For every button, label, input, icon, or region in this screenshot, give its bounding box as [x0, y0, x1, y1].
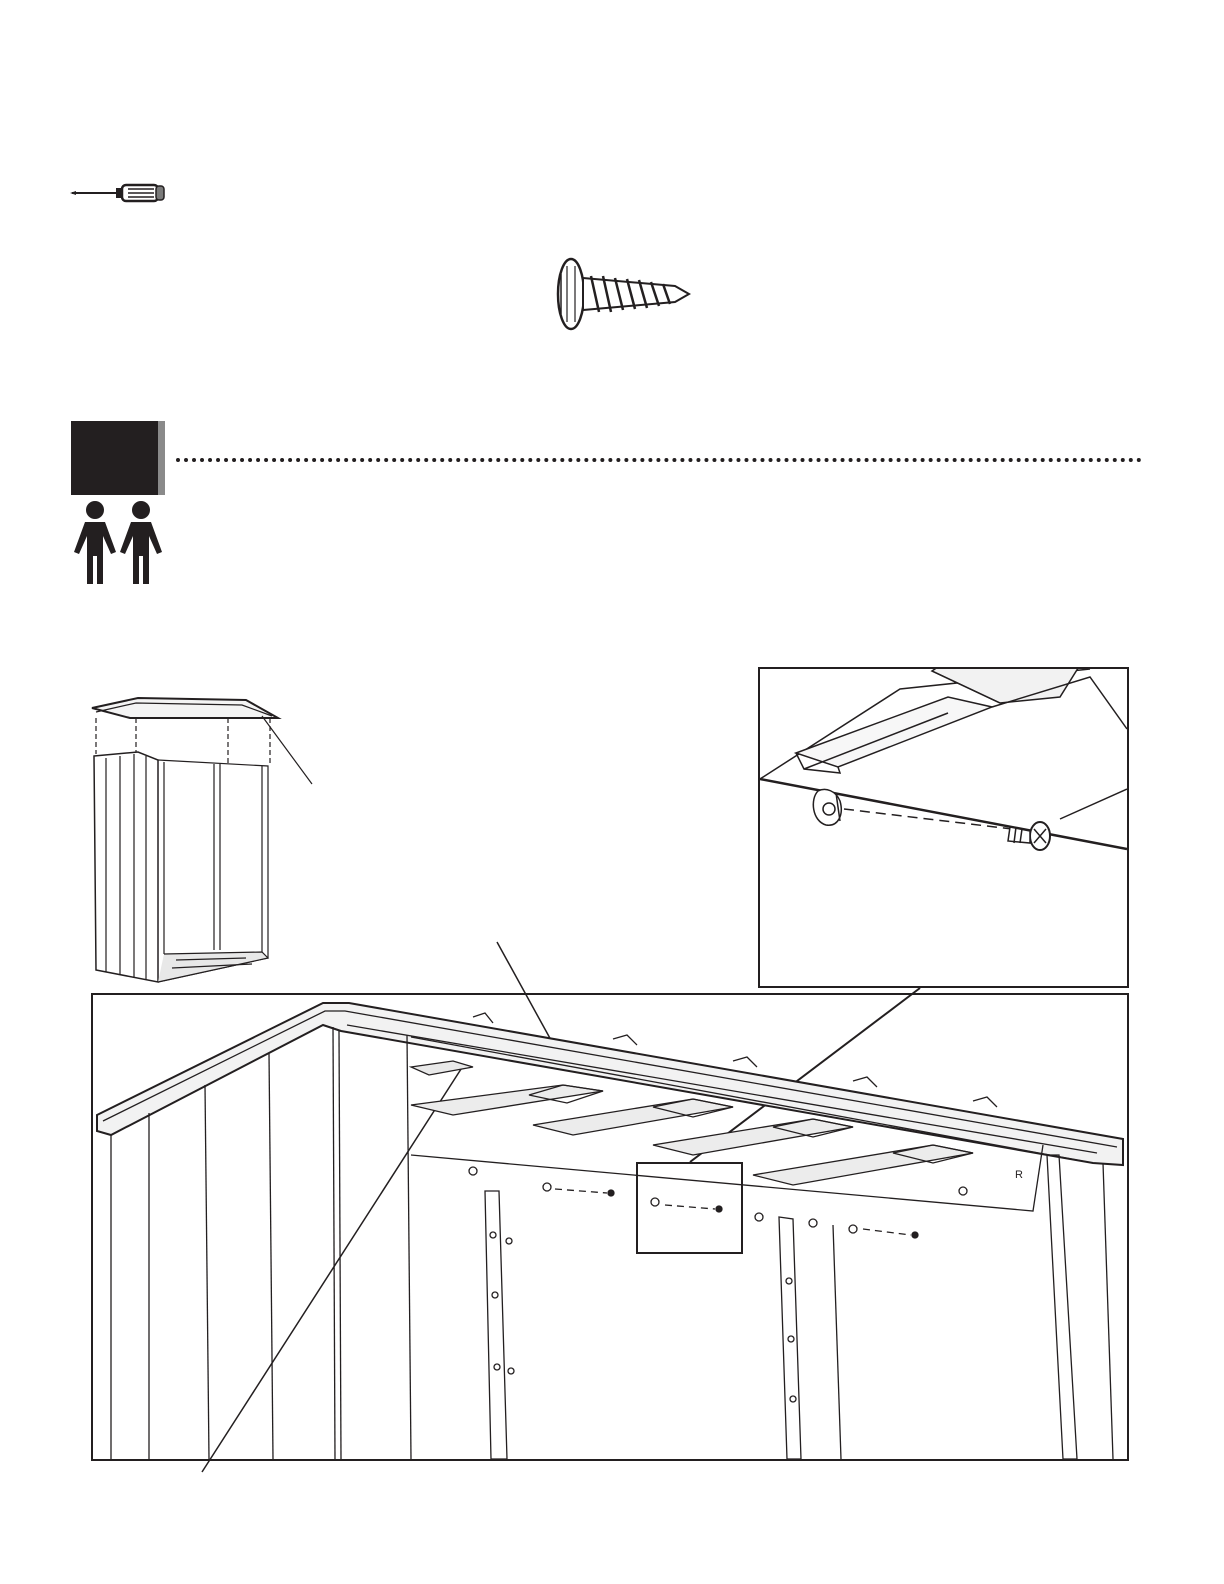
step-divider: [176, 458, 1142, 462]
main-illustration: [91, 993, 1129, 1461]
screwdriver-icon: [70, 183, 166, 203]
detail-inset: [758, 667, 1129, 988]
step-number-box: [71, 421, 158, 495]
two-person-icon: [72, 500, 164, 586]
step-box-shadow: [158, 421, 165, 495]
panel-letter: R: [1015, 1169, 1023, 1181]
detail-callout-box: [636, 1162, 743, 1254]
pan-head-screw-icon: [553, 256, 693, 332]
overview-illustration: [86, 694, 318, 990]
